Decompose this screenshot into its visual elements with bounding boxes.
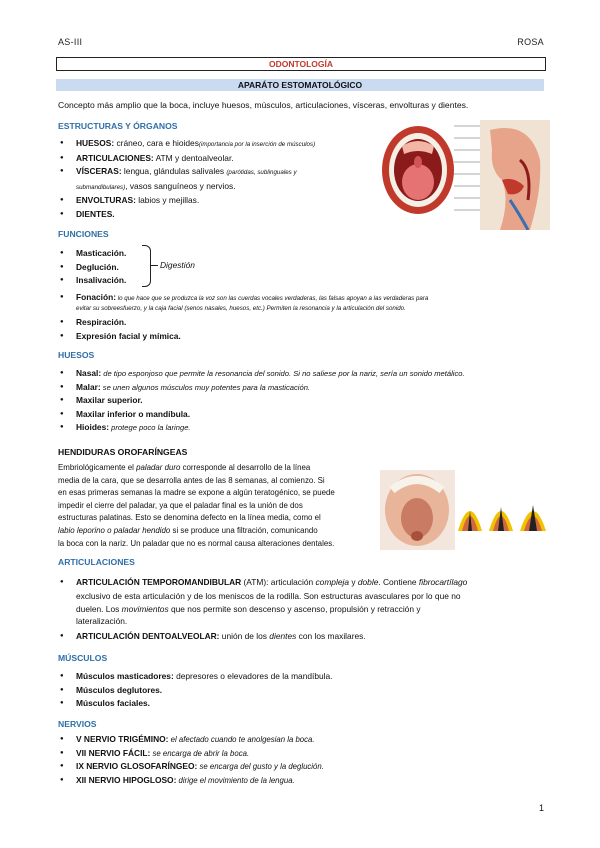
list-item: ● Músculos faciales. xyxy=(58,697,333,711)
heading-huesos: HUESOS xyxy=(58,350,95,360)
list-dentoalveolar xyxy=(58,630,366,644)
list-item: ● VII NERVIO FÁCIL: se encarga de abrir la boca. xyxy=(58,747,324,761)
list-item: ● ARTICULACIÓN TEMPOROMANDIBULAR (ATM): articulación compleja y doble. Contiene fibrocartílago xyxy=(58,576,467,590)
heading-articulaciones: ARTICULACIONES xyxy=(58,557,135,567)
section-band: APARÁTO ESTOMATOLÓGICO xyxy=(56,79,544,91)
label-digestion: Digestión xyxy=(160,260,195,270)
list-item: ● Insalivación. xyxy=(58,274,126,288)
palate-photo xyxy=(380,470,455,550)
list-item: ● Masticación. xyxy=(58,247,126,261)
list-item: ● ARTICULACIONES: ATM y dentoalveolar. xyxy=(58,152,315,166)
list-item: ● Nasal: de tipo esponjoso que permite la resonancia del sonido. Si no saliese por la nariz, sería un sonido metálico. xyxy=(58,367,465,381)
list-item-continued: submandibulares), vasos sanguíneos y nervios. xyxy=(76,180,236,191)
list-item: ● Hioides: protege poco la laringe. xyxy=(58,421,465,435)
atm-continued: exclusivo de esta articulación y de los meniscos de la rodilla. Son estructuras avasculares por lo que no duelen. Los movimientos que nos permite son descenso y ascenso, propulsión y retracción y lateralización. xyxy=(76,591,461,627)
heading-hendiduras: HENDIDURAS OROFARÍNGEAS xyxy=(58,447,188,457)
list-item: ● Músculos masticadores: depresores o elevadores de la mandíbula. xyxy=(58,670,333,684)
heading-estructuras: ESTRUCTURAS Y ÓRGANOS xyxy=(58,121,178,131)
heading-nervios: NERVIOS xyxy=(58,719,97,729)
header-course: AS-III xyxy=(58,37,83,47)
list-item: ● V NERVIO TRIGÉMINO: el afectado cuando te anolgesian la boca. xyxy=(58,733,324,747)
list-funciones xyxy=(58,247,126,288)
list-huesos xyxy=(58,367,465,435)
list-item: ● Malar: se unen algunos músculos muy potentes para la masticación. xyxy=(58,381,465,395)
list-item: ● ARTICULACIÓN DENTOALVEOLAR: unión de los dientes con los maxilares. xyxy=(58,630,366,644)
list-item: ● Maxilar superior. xyxy=(58,394,465,408)
hendiduras-paragraph: Embriológicamente el paladar duro corresponde al desarrollo de la línea media de la cara, que se desarrolla antes de las 8 semanas, al comienzo. Si en esas primeras semanas la madre se expone a algún teratogénico, se puede impedir el cierre del paladar, ya que el paladar final es la unión de dos estructuras palatinas. Esto se denomina defecto en la línea media, como el labio leporino o paladar hendido si se produce una filtración, comunicando la boca con la nariz. Un paladar que no es normal causa alteraciones dentales. xyxy=(58,463,335,548)
mouth-anatomy-illustration xyxy=(372,118,492,226)
list-item: ● HUESOS: cráneo, cara e hioides(importancia por la inserción de músculos) xyxy=(58,137,315,152)
list-item: ● VÍSCERAS: lengua, glándulas salivales (parótidas, sublinguales y xyxy=(58,165,315,180)
brace-tick xyxy=(150,265,158,266)
brace-digestion xyxy=(142,245,151,287)
list-item: ● Expresión facial y mímica. xyxy=(58,330,181,344)
cleft-palate-diagrams xyxy=(456,495,548,533)
heading-funciones: FUNCIONES xyxy=(58,229,109,239)
list-estructuras xyxy=(58,137,315,222)
list-musculos xyxy=(58,670,333,711)
heading-musculos: MÚSCULOS xyxy=(58,653,108,663)
list-item: ● DIENTES. xyxy=(58,208,315,222)
page-number: 1 xyxy=(538,803,544,813)
list-funciones-2 xyxy=(58,316,181,343)
fonacion-continued: evitar su sobreesfuerzo, y la caja facial (senos nasales, huesos, etc.) Permiten la resonancia y la articulación del sonido. xyxy=(76,305,406,312)
list-atm xyxy=(58,576,467,590)
concept-text: Concepto más amplio que la boca, incluye huesos, músculos, articulaciones, vísceras, envolturas y dientes. xyxy=(58,100,469,110)
list-item: ● Músculos deglutores. xyxy=(58,684,333,698)
list-item: ● ENVOLTURAS: labios y mejillas. xyxy=(58,194,315,208)
list-item: ● IX NERVIO GLOSOFARÍNGEO: se encarga del gusto y la deglución. xyxy=(58,760,324,774)
list-item: ● Maxilar inferior o mandíbula. xyxy=(58,408,465,422)
list-item: ● Deglución. xyxy=(58,261,126,275)
list-item: ● Respiración. xyxy=(58,316,181,330)
list-item: ● Fonación: lo que hace que se produzca la voz son las cuerdas vocales verdaderas, las falsas apoyan a las verdaderas para xyxy=(58,291,428,306)
list-item: ● XII NERVIO HIPOGLOSO: dirige el movimiento de la lengua. xyxy=(58,774,324,788)
header-author: ROSA xyxy=(517,37,544,47)
sagittal-head-illustration xyxy=(480,120,550,230)
list-nervios xyxy=(58,733,324,787)
page-title: ODONTOLOGÍA xyxy=(56,57,546,71)
